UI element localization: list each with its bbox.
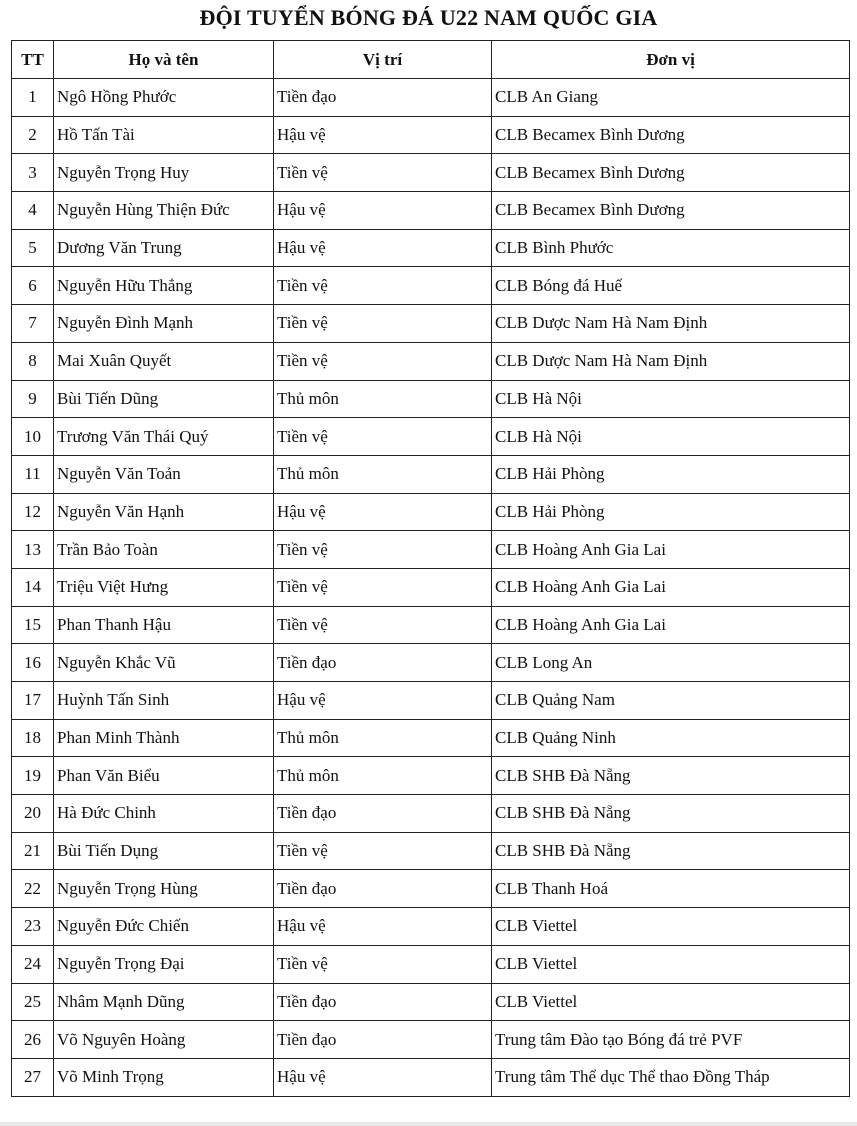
table-row xyxy=(12,154,850,192)
row-number: 27 xyxy=(12,1058,54,1096)
player-position: Hậu vệ xyxy=(274,682,492,720)
player-position: Tiền vệ xyxy=(274,418,492,456)
row-number: 9 xyxy=(12,380,54,418)
table-header-row xyxy=(12,41,850,79)
row-number: 24 xyxy=(12,945,54,983)
player-club: CLB Hoàng Anh Gia Lai xyxy=(492,568,850,606)
player-position: Thủ môn xyxy=(274,757,492,795)
roster-table xyxy=(11,40,850,1097)
table-row xyxy=(12,644,850,682)
player-club: CLB Hoàng Anh Gia Lai xyxy=(492,531,850,569)
player-club: CLB Quảng Nam xyxy=(492,682,850,720)
player-name: Nguyễn Đức Chiến xyxy=(54,908,274,946)
player-position: Tiền vệ xyxy=(274,154,492,192)
player-position: Tiền vệ xyxy=(274,267,492,305)
row-number: 21 xyxy=(12,832,54,870)
player-name: Bùi Tiến Dũng xyxy=(54,380,274,418)
player-name: Nhâm Mạnh Dũng xyxy=(54,983,274,1021)
player-position: Hậu vệ xyxy=(274,229,492,267)
row-number: 12 xyxy=(12,493,54,531)
player-name: Trương Văn Thái Quý xyxy=(54,418,274,456)
player-name: Phan Thanh Hậu xyxy=(54,606,274,644)
player-club: CLB Quảng Ninh xyxy=(492,719,850,757)
player-club: CLB Becamex Bình Dương xyxy=(492,116,850,154)
row-number: 16 xyxy=(12,644,54,682)
player-club: CLB SHB Đà Nẵng xyxy=(492,795,850,833)
row-number: 10 xyxy=(12,418,54,456)
row-number: 13 xyxy=(12,531,54,569)
player-name: Nguyễn Văn Toản xyxy=(54,455,274,493)
table-row xyxy=(12,870,850,908)
table-row xyxy=(12,493,850,531)
table-row xyxy=(12,1021,850,1059)
row-number: 20 xyxy=(12,795,54,833)
table-row xyxy=(12,983,850,1021)
player-name: Phan Văn Biểu xyxy=(54,757,274,795)
player-club: CLB SHB Đà Nẵng xyxy=(492,832,850,870)
player-club: CLB Bình Phước xyxy=(492,229,850,267)
table-row xyxy=(12,305,850,343)
header-position: Vị trí xyxy=(274,41,492,79)
header-tt: TT xyxy=(12,41,54,79)
row-number: 8 xyxy=(12,342,54,380)
table-row xyxy=(12,795,850,833)
player-position: Tiền vệ xyxy=(274,305,492,343)
player-position: Tiền vệ xyxy=(274,945,492,983)
player-position: Thủ môn xyxy=(274,380,492,418)
player-name: Nguyễn Văn Hạnh xyxy=(54,493,274,531)
player-name: Nguyễn Hữu Thắng xyxy=(54,267,274,305)
table-row xyxy=(12,455,850,493)
row-number: 19 xyxy=(12,757,54,795)
page-title: ĐỘI TUYỂN BÓNG ĐÁ U22 NAM QUỐC GIA xyxy=(199,5,658,30)
player-name: Nguyễn Đình Mạnh xyxy=(54,305,274,343)
player-name: Hồ Tấn Tài xyxy=(54,116,274,154)
row-number: 26 xyxy=(12,1021,54,1059)
player-club: CLB SHB Đà Nẵng xyxy=(492,757,850,795)
player-position: Hậu vệ xyxy=(274,493,492,531)
row-number: 22 xyxy=(12,870,54,908)
table-row xyxy=(12,606,850,644)
player-name: Võ Minh Trọng xyxy=(54,1058,274,1096)
header-name: Họ và tên xyxy=(54,41,274,79)
player-name: Trần Bảo Toàn xyxy=(54,531,274,569)
player-name: Hà Đức Chinh xyxy=(54,795,274,833)
row-number: 23 xyxy=(12,908,54,946)
player-position: Tiền vệ xyxy=(274,568,492,606)
table-row xyxy=(12,531,850,569)
table-row xyxy=(12,757,850,795)
player-club: CLB Long An xyxy=(492,644,850,682)
player-position: Thủ môn xyxy=(274,455,492,493)
player-name: Dương Văn Trung xyxy=(54,229,274,267)
player-position: Tiền vệ xyxy=(274,606,492,644)
row-number: 2 xyxy=(12,116,54,154)
player-club: CLB An Giang xyxy=(492,79,850,117)
player-club: CLB Becamex Bình Dương xyxy=(492,192,850,230)
player-position: Tiền đạo xyxy=(274,644,492,682)
row-number: 17 xyxy=(12,682,54,720)
table-row xyxy=(12,908,850,946)
table-row xyxy=(12,229,850,267)
player-position: Hậu vệ xyxy=(274,908,492,946)
bottom-strip xyxy=(0,1122,857,1126)
table-row xyxy=(12,568,850,606)
table-row xyxy=(12,1058,850,1096)
row-number: 11 xyxy=(12,455,54,493)
table-row xyxy=(12,380,850,418)
row-number: 1 xyxy=(12,79,54,117)
player-club: CLB Bóng đá Huế xyxy=(492,267,850,305)
player-position: Tiền vệ xyxy=(274,531,492,569)
player-position: Tiền đạo xyxy=(274,1021,492,1059)
player-name: Nguyễn Trọng Hùng xyxy=(54,870,274,908)
player-name: Nguyễn Trọng Đại xyxy=(54,945,274,983)
header-club: Đơn vị xyxy=(492,41,850,79)
player-name: Nguyễn Hùng Thiện Đức xyxy=(54,192,274,230)
player-club: Trung tâm Thể dục Thể thao Đồng Tháp xyxy=(492,1058,850,1096)
player-position: Hậu vệ xyxy=(274,116,492,154)
table-row xyxy=(12,267,850,305)
row-number: 14 xyxy=(12,568,54,606)
table-row xyxy=(12,719,850,757)
table-row xyxy=(12,832,850,870)
player-position: Tiền đạo xyxy=(274,79,492,117)
table-row xyxy=(12,192,850,230)
row-number: 6 xyxy=(12,267,54,305)
player-club: CLB Hoàng Anh Gia Lai xyxy=(492,606,850,644)
player-name: Phan Minh Thành xyxy=(54,719,274,757)
player-position: Hậu vệ xyxy=(274,1058,492,1096)
table-row xyxy=(12,116,850,154)
row-number: 5 xyxy=(12,229,54,267)
player-name: Võ Nguyên Hoàng xyxy=(54,1021,274,1059)
player-name: Bùi Tiến Dụng xyxy=(54,832,274,870)
player-position: Tiền đạo xyxy=(274,795,492,833)
player-name: Huỳnh Tấn Sinh xyxy=(54,682,274,720)
table-row xyxy=(12,342,850,380)
player-position: Tiền đạo xyxy=(274,870,492,908)
player-name: Nguyễn Khắc Vũ xyxy=(54,644,274,682)
player-club: CLB Viettel xyxy=(492,945,850,983)
row-number: 7 xyxy=(12,305,54,343)
table-row xyxy=(12,682,850,720)
player-club: CLB Dược Nam Hà Nam Định xyxy=(492,305,850,343)
table-row xyxy=(12,79,850,117)
player-position: Tiền vệ xyxy=(274,342,492,380)
roster-body xyxy=(12,79,850,1097)
player-club: CLB Hải Phòng xyxy=(492,455,850,493)
row-number: 25 xyxy=(12,983,54,1021)
player-club: Trung tâm Đào tạo Bóng đá trẻ PVF xyxy=(492,1021,850,1059)
row-number: 4 xyxy=(12,192,54,230)
player-position: Hậu vệ xyxy=(274,192,492,230)
player-position: Tiền đạo xyxy=(274,983,492,1021)
player-club: CLB Viettel xyxy=(492,983,850,1021)
player-club: CLB Hải Phòng xyxy=(492,493,850,531)
player-name: Nguyễn Trọng Huy xyxy=(54,154,274,192)
table-row xyxy=(12,418,850,456)
row-number: 3 xyxy=(12,154,54,192)
row-number: 15 xyxy=(12,606,54,644)
player-club: CLB Thanh Hoá xyxy=(492,870,850,908)
player-name: Ngô Hồng Phước xyxy=(54,79,274,117)
player-club: CLB Becamex Bình Dương xyxy=(492,154,850,192)
player-name: Mai Xuân Quyết xyxy=(54,342,274,380)
row-number: 18 xyxy=(12,719,54,757)
player-position: Tiền vệ xyxy=(274,832,492,870)
player-club: CLB Viettel xyxy=(492,908,850,946)
player-club: CLB Dược Nam Hà Nam Định xyxy=(492,342,850,380)
table-row xyxy=(12,945,850,983)
player-club: CLB Hà Nội xyxy=(492,380,850,418)
player-club: CLB Hà Nội xyxy=(492,418,850,456)
player-position: Thủ môn xyxy=(274,719,492,757)
player-name: Triệu Việt Hưng xyxy=(54,568,274,606)
